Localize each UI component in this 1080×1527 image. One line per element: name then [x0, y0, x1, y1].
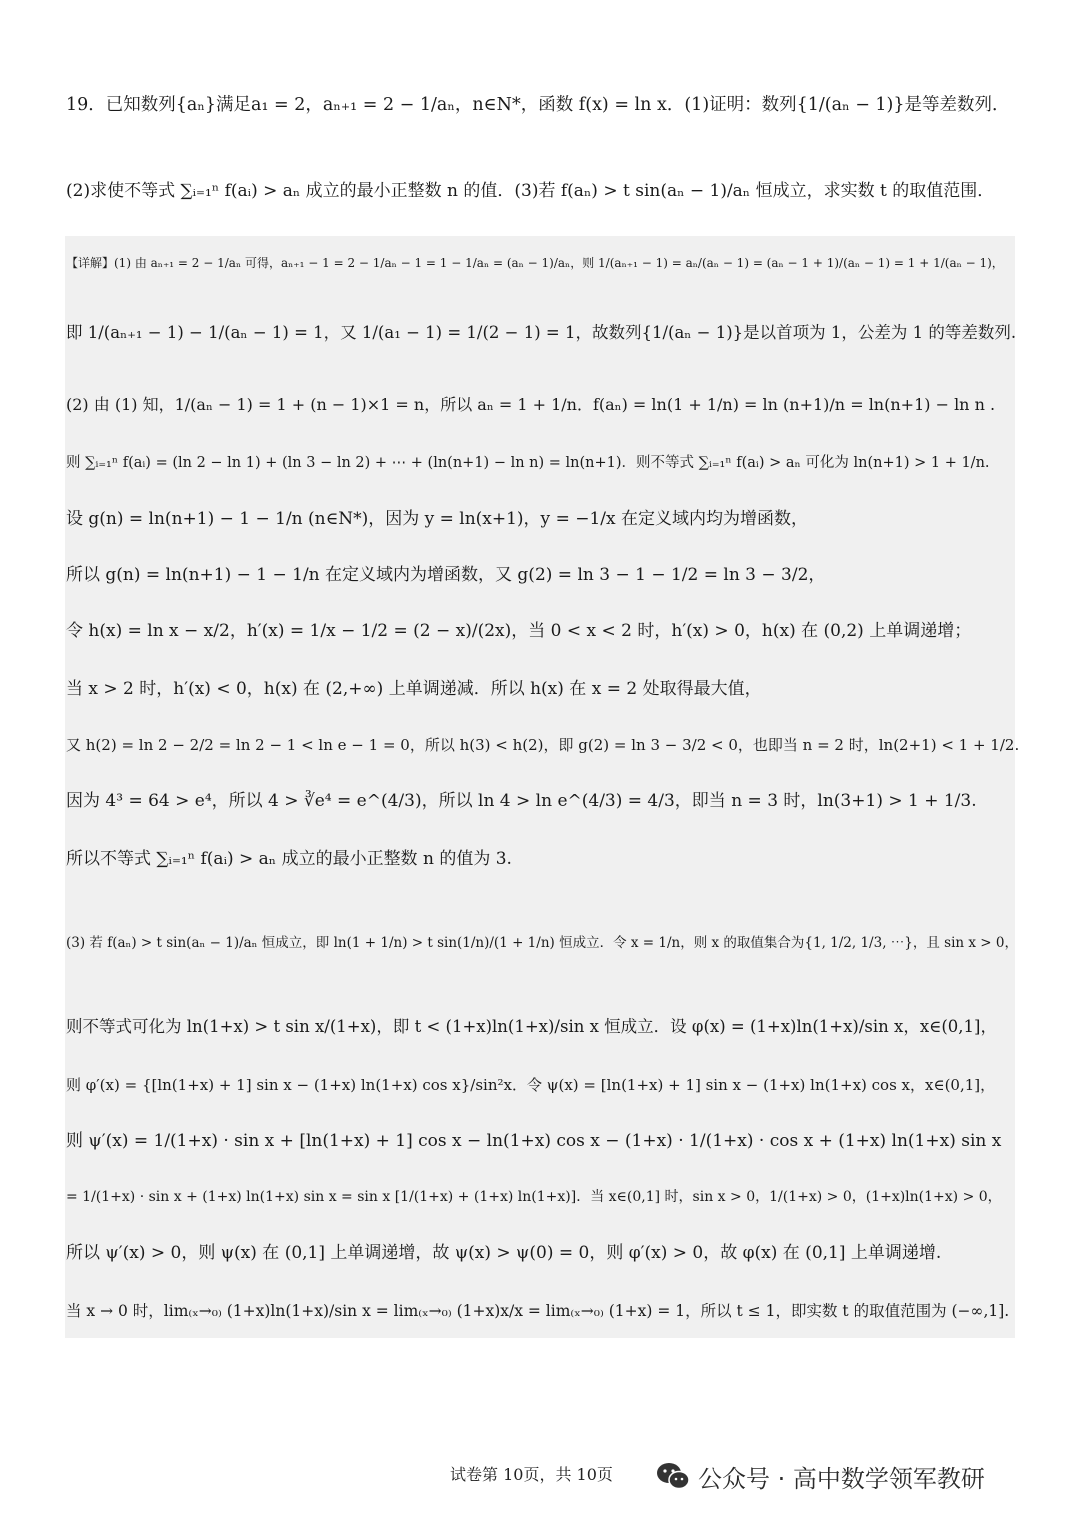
solution-line-16: = 1/(1+x) · sin x + (1+x) ln(1+x) sin x = sin x [1/(1+x) + (1+x) ln(1+x)]．当 x∈(0,1] 时，sin x > 0，1/(1+x) > 0，(1+x)ln(1+x) > 0， — [66, 1189, 1002, 1205]
solution-line-12: (3) 若 f(aₙ) > t sin(aₙ − 1)/aₙ 恒成立，即 ln(1 + 1/n) > t sin(1/n)/(1 + 1/n) 恒成立．令 x = 1/n，则 x 的取值集合为{1, 1/2, 1/3, ⋯}，且 sin x > 0， — [66, 935, 1018, 951]
watermark — [656, 1458, 985, 1494]
solution-line-4: 则 ∑ᵢ₌₁ⁿ f(aᵢ) = (ln 2 − ln 1) + (ln 3 − ln 2) + ⋯ + (ln(n+1) − ln n) = ln(n+1)．则不等式 ∑ᵢ₌₁ⁿ f(aᵢ) > aₙ 可化为 ln(n+1) > 1 + 1/n. — [66, 455, 990, 471]
solution-line-1: 【详解】(1) 由 aₙ₊₁ = 2 − 1/aₙ 可得，aₙ₊₁ − 1 = 2 − 1/aₙ − 1 = 1 − 1/aₙ = (aₙ − 1)/aₙ，则 1/(aₙ₊₁ − 1) = aₙ/(aₙ − 1) = (aₙ − 1 + 1)/(aₙ − 1) = 1 + 1/(aₙ − 1)， — [66, 256, 1004, 270]
problem-line-1: 19．已知数列{aₙ}满足a₁ = 2，aₙ₊₁ = 2 − 1/aₙ，n∈N*，函数 f(x) = ln x．(1)证明：数列{1/(aₙ − 1)}是等差数列． — [66, 95, 1010, 115]
solution-line-17: 所以 ψ′(x) > 0，则 ψ(x) 在 (0,1] 上单调递增，故 ψ(x) > ψ(0) = 0，则 φ′(x) > 0，故 φ(x) 在 (0,1] 上单调递增. — [66, 1243, 942, 1263]
solution-line-5: 设 g(n) = ln(n+1) − 1 − 1/n (n∈N*)，因为 y = ln(x+1)，y = −1/x 在定义域内均为增函数， — [66, 509, 808, 529]
solution-line-14: 则 φ′(x) = {[ln(1+x) + 1] sin x − (1+x) ln(1+x) cos x}/sin²x．令 ψ(x) = [ln(1+x) + 1] sin x − (1+x) ln(1+x) cos x，x∈(0,1]， — [66, 1076, 996, 1094]
solution-line-7: 令 h(x) = ln x − x/2，h′(x) = 1/x − 1/2 = (2 − x)/(2x)，当 0 < x < 2 时，h′(x) > 0，h(x) 在 (0,2) 上单调递增； — [66, 621, 972, 641]
page-footer: 试卷第 10页，共 10页 — [450, 1465, 613, 1484]
solution-line-10: 因为 4³ = 64 > e⁴，所以 4 > ∛e⁴ = e^(4/3)，所以 ln 4 > ln e^(4/3) = 4/3，即当 n = 3 时，ln(3+1) > 1 + 1/3. — [66, 791, 977, 811]
solution-line-3: (2) 由 (1) 知，1/(aₙ − 1) = 1 + (n − 1)×1 = n，所以 aₙ = 1 + 1/n．f(aₙ) = ln(1 + 1/n) = ln (n+1)/n = ln(n+1) − ln n . — [66, 395, 996, 414]
solution-line-9: 又 h(2) = ln 2 − 2/2 = ln 2 − 1 < ln e − 1 = 0，所以 h(3) < h(2)，即 g(2) = ln 3 − 3/2 < 0，也即当 n = 2 时，ln(2+1) < 1 + 1/2. — [66, 736, 1020, 754]
solution-line-11: 所以不等式 ∑ᵢ₌₁ⁿ f(aᵢ) > aₙ 成立的最小正整数 n 的值为 3. — [66, 849, 512, 869]
solution-line-8: 当 x > 2 时，h′(x) < 0，h(x) 在 (2,+∞) 上单调递减．所以 h(x) 在 x = 2 处取得最大值， — [66, 679, 762, 699]
solution-line-6: 所以 g(n) = ln(n+1) − 1 − 1/n 在定义域内为增函数，又 g(2) = ln 3 − 1 − 1/2 = ln 3 − 3/2， — [66, 565, 826, 585]
solution-line-15: 则 ψ′(x) = 1/(1+x) · sin x + [ln(1+x) + 1] cos x − ln(1+x) cos x − (1+x) · 1/(1+x) · cos x + (1+x) ln(1+x) sin x — [66, 1131, 1002, 1151]
wechat-icon — [656, 1461, 690, 1491]
problem-line-2: (2)求使不等式 ∑ᵢ₌₁ⁿ f(aᵢ) > aₙ 成立的最小正整数 n 的值．(3)若 f(aₙ) > t sin(aₙ − 1)/aₙ 恒成立，求实数 t 的取值范围． — [66, 181, 995, 201]
solution-line-2: 即 1/(aₙ₊₁ − 1) − 1/(aₙ − 1) = 1，又 1/(a₁ − 1) = 1/(2 − 1) = 1，故数列{1/(aₙ − 1)}是以首项为 1，公差为 1 的等差数列. — [66, 323, 1017, 342]
watermark-text: 公众号 · 高中数学领军教研 — [698, 1464, 985, 1493]
solution-line-13: 则不等式可化为 ln(1+x) > t sin x/(1+x)，即 t < (1+x)ln(1+x)/sin x 恒成立．设 φ(x) = (1+x)ln(1+x)/sin x，x∈(0,1]， — [66, 1017, 997, 1036]
solution-line-18: 当 x → 0 时，lim₍ₓ→₀₎ (1+x)ln(1+x)/sin x = lim₍ₓ→₀₎ (1+x)x/x = lim₍ₓ→₀₎ (1+x) = 1，所以 t ≤ 1，即实数 t 的取值范围为 (−∞,1]. — [66, 1302, 1010, 1320]
